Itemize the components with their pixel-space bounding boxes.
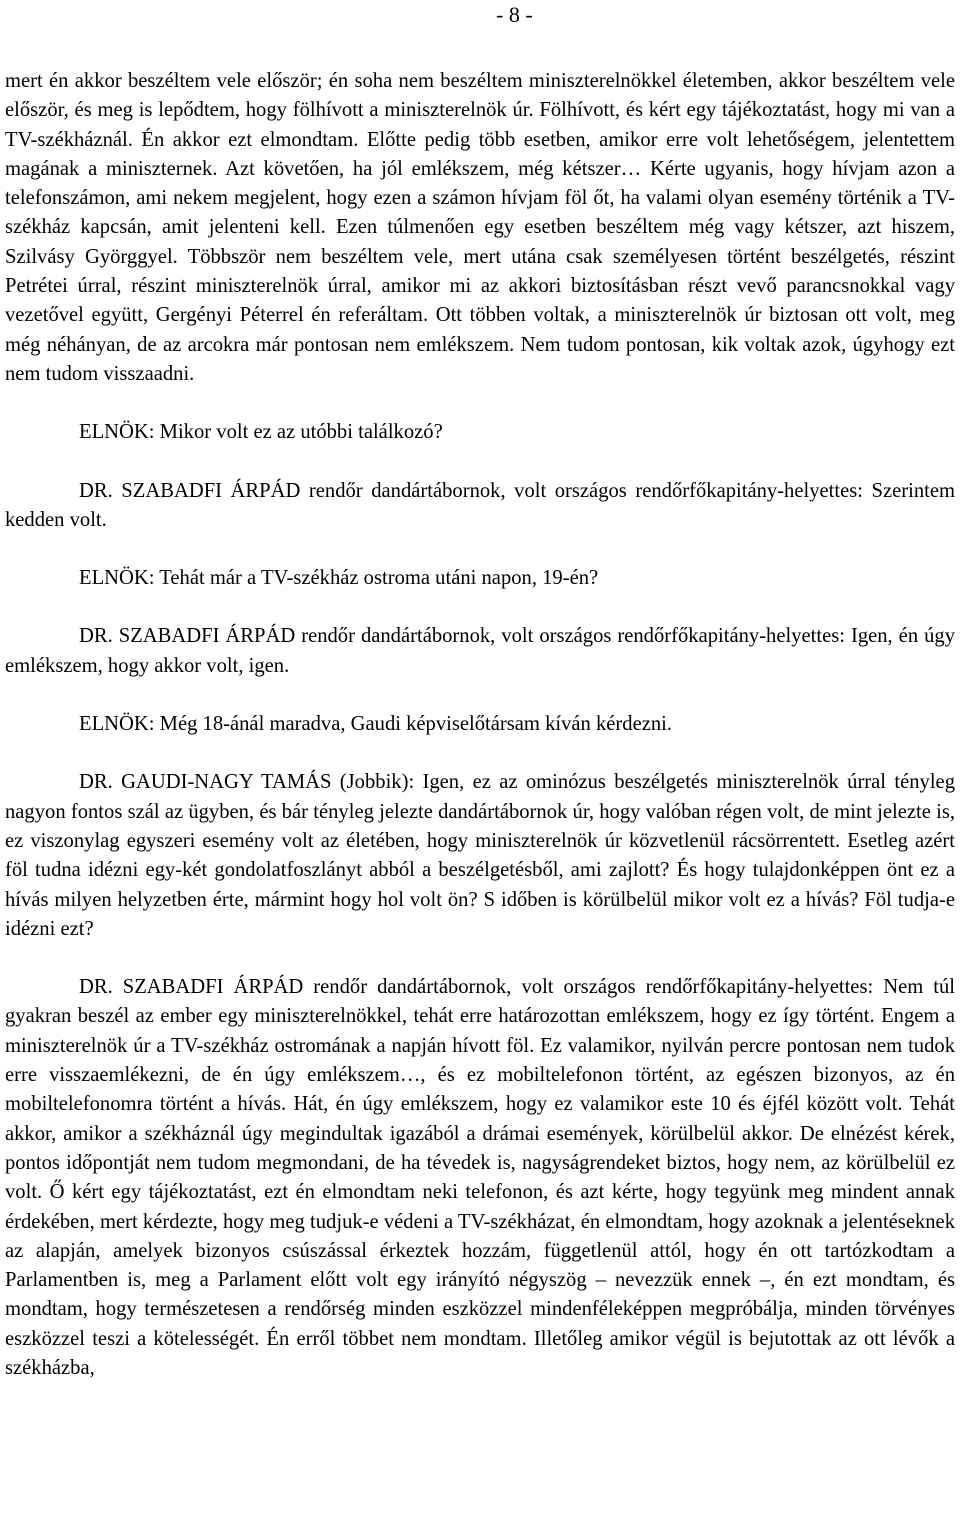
paragraph-chair-remark: ELNÖK: Még 18-ánál maradva, Gaudi képviselőtársam kíván kérdezni. xyxy=(79,713,673,736)
paragraph-szabadfi-answer: DR. SZABADFI ÁRPÁD rendőr dandártábornok, volt országos rendőrfőkapitány-helyettes: Igen, én úgy emlékszem, hogy akkor volt, igen. xyxy=(5,625,955,677)
paragraph-gaudi-question: DR. GAUDI-NAGY TAMÁS (Jobbik): Igen, ez az ominózus beszélgetés miniszterelnök úrral tényleg nagyon fontos szál az ügyben, és bár tényleg jelezte dandártábornok úr, hogy valóban régen volt, de mint jelezte is, ez viszonylag egyszeri esemény volt az életében, hogy miniszterelnök úr közvetlenül rácsörrentett. Esetleg azért föl tudna idézni egy-két gondolatfoszlányt abból a beszélgetésből, ami zajlott? És hogy tulajdonképpen önt ez a hívás milyen helyzetben érte, mármint hogy hol volt ön? S időben is körülbelül mikor volt ez a hívás? Föl tudja-e idézni ezt? xyxy=(5,771,955,940)
paragraph-chair-question: ELNÖK: Mikor volt ez az utóbbi találkozó? xyxy=(79,421,443,444)
document-body xyxy=(5,67,955,1383)
paragraph-continued-testimony: mert én akkor beszéltem vele először; én soha nem beszéltem miniszterelnökkel életemben, akkor beszéltem vele először, és meg is lepődtem, hogy fölhívott a miniszterelnök úr. Fölhívott, és kért egy tájékoztatást, hogy mi van a TV-székháznál. Én akkor ezt elmondtam. Előtte pedig több esetben, amikor erre volt lehetőségem, jelentettem magának a miniszternek. Azt követően, ha jól emlékszem, még kétszer… Kérte ugyanis, hogy hívjam azon a telefonszámon, ami nekem megjelent, hogy ezen a számon hívjam föl őt, ha valami olyan esemény történik a TV-székház kapcsán, amit jelenteni kell. Ezen túlmenően egy esetben beszéltem még vagy kétszer, azt hiszem, Szilvásy Györggyel. Többször nem beszéltem vele, mert utána csak személyesen történt beszélgetés, részint Petrétei úrral, részint miniszterelnök úrral, amikor mi az akkori biztosításban részt vevő parancsnokkal vagy vezetővel együtt, Gergényi Péterrel én referáltam. Ott többen voltak, a miniszterelnök úr biztosan ott volt, meg még néhányan, de az arcokra már pontosan nem emlékszem. Nem tudom pontosan, kik voltak azok, úgyhogy ezt nem tudom visszaadni. xyxy=(5,70,955,385)
paragraph-szabadfi-answer: DR. SZABADFI ÁRPÁD rendőr dandártábornok, volt országos rendőrfőkapitány-helyettes: Nem túl gyakran beszél az ember egy miniszterelnökkel, tehát erre határozottan emlékszem, hogy ez így történt. Engem a miniszterelnök úr a TV-székház ostromának a napján hívott föl. Ez valamikor, nyilván percre pontosan nem tudok erre visszaemlékezni, de én úgy emlékszem…, és ez mobiltelefonon történt, az egészen bizonyos, az én mobiltelefonomra történt a hívás. Hát, én úgy emlékszem, hogy ez valamikor este 10 és éjfél között volt. Tehát akkor, amikor a székháznál úgy megindultak igazából a drámai események, körülbelül akkor. De elnézést kérek, pontos időpontját nem tudom megmondani, de ha tévedek is, nagyságrendeket biztos, hogy nem, az körülbelül ez volt. Ő kért egy tájékoztatást, ezt én elmondtam neki telefonon, és azt kérte, hogy tegyünk meg mindent annak érdekében, mert kérdezte, hogy meg tudjuk-e védeni a TV-székházat, én elmondtam, hogy azoknak a jelentéseknek az alapján, amelyek bizonyos csúszással érkeztek hozzám, függetlenül attól, hogy én ott tartózkodtam a Parlamentben is, meg a Parlament előtt volt egy irányító négyszög – nevezzük ennek –, én ezt mondtam, és mondtam, hogy természetesen a rendőrség minden eszközzel mindenféleképpen megpróbálja, minden törvényes eszközzel teszi a kötelességét. Én erről többet nem mondtam. Illetőleg amikor végül is bejutottak az ott lévők a székházba, xyxy=(5,976,955,1379)
paragraph-szabadfi-answer: DR. SZABADFI ÁRPÁD rendőr dandártábornok, volt országos rendőrfőkapitány-helyettes: Szerintem kedden volt. xyxy=(5,479,955,531)
paragraph-chair-question: ELNÖK: Tehát már a TV-székház ostroma utáni napon, 19-én? xyxy=(79,567,599,590)
page-number: - 8 - xyxy=(496,2,533,27)
